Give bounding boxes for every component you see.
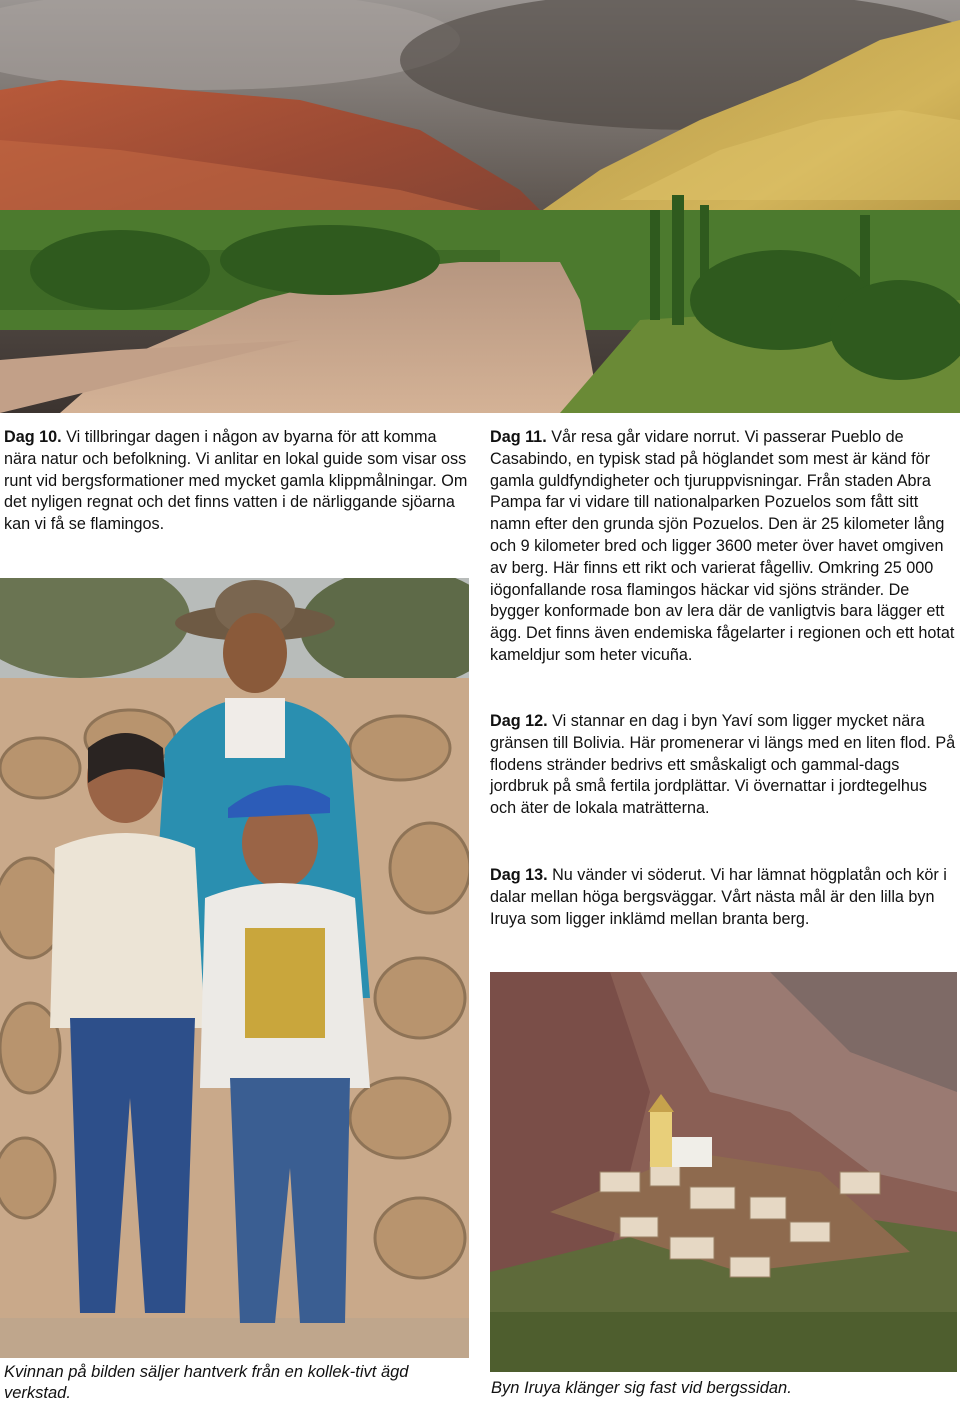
- day-11-text: Vår resa går vidare norrut. Vi passerar Pueblo de Casabindo, en typisk stad på höglandet som mest är känd för gamla guldfyndigheter och tjuruppvisningar. Från staden Abra Pampa far vi vidare till nationalparken Pozuelos som fått sitt namn efter den grunda sjön Pozuelos. Den är 25 kilometer lång och 9 kilometer bred och ligger 3600 meter över havet omgiven av berg. Här finns ett rikt och varierat fågelliv. Omkring 25 000 iögonfallande rosa flamingos häckar vid sjöns stränder. De bygger konformade bon av lera där de vanligtvis bara lägger ett ägg. Det finns även endemiska fågelarter i regionen och ett hotat kameldjur som heter vicuña.: [490, 428, 955, 664]
- day-13-label: Dag 13.: [490, 866, 548, 884]
- day-12-label: Dag 12.: [490, 712, 548, 730]
- family-portrait-photo: [0, 578, 469, 1358]
- day-12-text: Vi stannar en dag i byn Yaví som ligger mycket nära gränsen till Bolivia. Här promenerar vi längs med en liten flod. På flodens stränder bedrivs ett småskaligt och gammal-dags jordbruk på små fertila jordplättar. Vi övernattar i jordtegelhus och äter de lokala maträtterna.: [490, 712, 956, 818]
- day-10-text: Vi tillbringar dagen i någon av byarna för att komma nära natur och befolkning. Vi anlitar en lokal guide som visar oss runt vid bergsformationer med mycket gamla klippmålningar. Om det nyligen regnat och det finns vatten i de närliggande sjöarna kan vi få se flamingos.: [4, 428, 468, 534]
- valley-landscape-photo: [0, 0, 960, 413]
- family-photo-caption: Kvinnan på bilden säljer hantverk från en kollek-tivt ägd verkstad.: [4, 1363, 409, 1402]
- day-13-text: Nu vänder vi söderut. Vi har lämnat högplatån och kör i dalar mellan höga bergsväggar. Vårt nästa mål är den lilla byn Iruya som ligger inklämd mellan branta berg.: [490, 866, 947, 928]
- village-photo-caption: Byn Iruya klänger sig fast vid bergssidan.: [491, 1379, 792, 1397]
- day-10-label: Dag 10.: [4, 428, 62, 446]
- day-13-paragraph: [490, 865, 957, 930]
- iruya-village-photo: [490, 972, 957, 1372]
- day-10-paragraph: [4, 427, 472, 536]
- day-11-paragraph: [490, 427, 957, 667]
- day-12-paragraph: [490, 711, 957, 820]
- day-11-label: Dag 11.: [490, 428, 547, 446]
